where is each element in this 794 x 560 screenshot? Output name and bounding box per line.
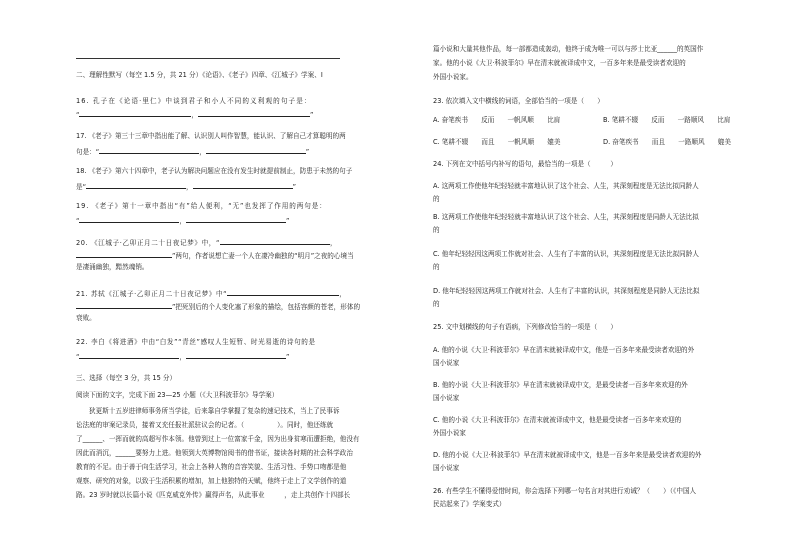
- q23: 23. 依次填入文中横线的词语，全部恰当的一项是（ ）: [433, 97, 604, 105]
- section3-heading: 三、选择（每空 3 分，共 15 分）: [76, 374, 177, 382]
- q23-option-b: B. 笔耕不辍 反而 一路顺风 比肩: [603, 116, 731, 124]
- q17: 17. 《老子》第三十三章中指出能了解、认识别人叫作智慧，能认识、了解自己才算聪明的两: [76, 132, 346, 140]
- q25-option-d-cont: 国小说家: [433, 464, 460, 472]
- passage-cont-1: 篇小说和大量其他作品，每一部都造成轰动，他终于成为唯一可以与莎士比亚______的英国作: [433, 45, 704, 53]
- q18: 18. 《老子》第六十四章中，老子认为解决问题应在没有发生时就提前制止，防患于未然的句子: [76, 167, 353, 175]
- q17-answer-line: 句是：“ ， ”: [76, 145, 309, 158]
- q25-option-c: C. 他的小说《大卫·科波菲尔》在清末就被译成中文，他是最受读者一百多年来欢迎的: [433, 416, 682, 424]
- q21-line3: 衰败。: [76, 314, 96, 322]
- q24-option-d: D. 他年纪轻轻因这两项工作就对社会、人生有了丰富的认识，其深刻程度是同龄人无法比拟: [433, 287, 700, 295]
- q24: 24. 下列在文中括号内补写的语句，最恰当的一项是（ ）: [433, 160, 618, 168]
- q22: 22. 李白《将进酒》中由“白发”“青丝”感叹人生短暂、时光易逝的诗句的是: [76, 338, 316, 346]
- passage-cont-3: 外国小说家。: [433, 73, 473, 81]
- q19-answer-line: “ ， ”: [76, 214, 289, 227]
- passage-line-1: 狄更斯十五岁进律师事务所当学徒，后来靠自学掌握了复杂的速记技术，当上了民事诉: [89, 407, 340, 415]
- header-rule: [76, 58, 340, 59]
- q24-option-a-cont: 的: [433, 195, 440, 203]
- q25-option-c-cont: 外国小说家: [433, 429, 466, 437]
- q24-option-c-cont: 的: [433, 263, 440, 271]
- q21-line2: ”把死别后的个人变化塞了形象的描绘，包括容颜的苍老，形体的: [76, 300, 360, 313]
- q19: 19. 《老子》第十一章中指出“有”给人便利，“无”也发挥了作用的两句是：: [76, 202, 327, 210]
- passage-line-5: 教育的不足。由于善于向生活学习，社会上各种人物的音容笑貌、生活习性、手势口吻都是他: [76, 463, 347, 471]
- q16: 16. 孔子在《论语·里仁》中谈到君子和小人不同的义利观的句子是：: [76, 97, 312, 105]
- q23-option-c: C. 笔耕不辍 而且 一帆风顺 媲美: [433, 138, 561, 146]
- q25-option-d: D. 他的小说《大卫·科波菲尔》早在清末就被译成中文，他是一百多年来是最受读者欢迎的外: [433, 451, 702, 459]
- q20: 20. 《江城子·乙卯正月二十日夜记梦》中，“ ，: [76, 236, 337, 249]
- q26-cont: 民站起来了》学案变式）: [433, 500, 506, 508]
- reading-intro: 阅读下面的文字，完成下面 23—25 小题（《大卫科波菲尔》导学案）: [76, 391, 279, 399]
- q25-option-a: A. 他的小说《大卫·科波菲尔》早在清末就被译成中文，他是一百多年来最受读者欢迎的外: [433, 346, 695, 354]
- q20-line3: 是凄涌幽独，黯然魂销。: [76, 263, 149, 271]
- section2-heading: 二、理解性默写（每空 1.5 分，共 21 分）《论语》、《老子》四章、《江城子》学案、I: [76, 71, 323, 79]
- q21: 21. 苏轼《江城子·乙卯正月二十日夜记梦》中“ ，: [76, 287, 346, 300]
- q23-option-a: A. 奋笔疾书 反而 一帆风顺 比肩: [433, 116, 561, 124]
- q16-answer-line: “ ， ”: [76, 108, 313, 121]
- passage-line-4: 因此而消沉，______要努力上进。他领到大英博物馆阅书的借书证，接读各时期的社会科学政治: [76, 449, 353, 457]
- q23-option-d: D. 奋笔疾书 而且 一路顺风 媲美: [603, 138, 731, 146]
- passage-cont-2: 家。他的小说《大卫·科波菲尔》早在清末就被译成中文，一百多年来是最受读者欢迎的: [433, 59, 686, 67]
- q25-option-b-cont: 国小说家: [433, 394, 460, 402]
- q22-answer-line: “ ， ”: [76, 350, 289, 363]
- q25-option-a-cont: 国小说家: [433, 359, 460, 367]
- passage-line-3: 了______、一挥而就的高超写作本领。他曾到过上一位富家千金，因为出身贫寒而遭拒绝，他没有: [76, 435, 360, 443]
- q18-answer-line: 是“ ， ”: [76, 180, 296, 193]
- passage-line-6: 观察、研究的对象，以致于生活积累的增加，加上他独特的天赋，他终于走上了文学创作的道: [76, 477, 347, 485]
- q26: 26. 有些学生不懂得爱惜时间，你会选择下列哪一句名言对其进行劝诫？（ ）（《中国人: [433, 487, 697, 495]
- q24-option-b-cont: 的: [433, 226, 440, 234]
- passage-line-7: 路。23 岁时就以长篇小说《匹克威克外传》赢得声名，从此事业 ，走上共创作十四部长: [76, 491, 351, 499]
- q25: 25. 文中划横线的句子有语病，下列修改恰当的一项是（ ）: [433, 323, 618, 331]
- q24-option-b: B. 这两项工作使他年纪轻轻就丰富地认识了这个社会、人生，其深刻程度是同龄人无法比拟: [433, 213, 699, 221]
- q25-option-b: B. 他的小说《大卫·科波菲尔》早在清末就被译成中文，是最受读者一百多年来欢迎的外: [433, 381, 688, 389]
- q24-option-c: C. 他年纪轻轻因这两项工作就对社会、人生有了丰富的认识，其深刻程度是无法比拟同龄人: [433, 250, 699, 258]
- q24-option-d-cont: 的: [433, 300, 440, 308]
- q20-line2: ”两句，作者说想亡妻一个人在凄冷幽独的“明月”之夜的心境当: [76, 249, 354, 262]
- q24-option-a: A. 这两项工作使他年纪轻轻就丰富地认识了这个社会、人生，其深刻程度是无法比拟同龄人: [433, 182, 699, 190]
- passage-line-2: 讼法庭的审案记录员，接着又充任报社派驻议会的记者。（ ）。同时，他还练就: [76, 421, 334, 429]
